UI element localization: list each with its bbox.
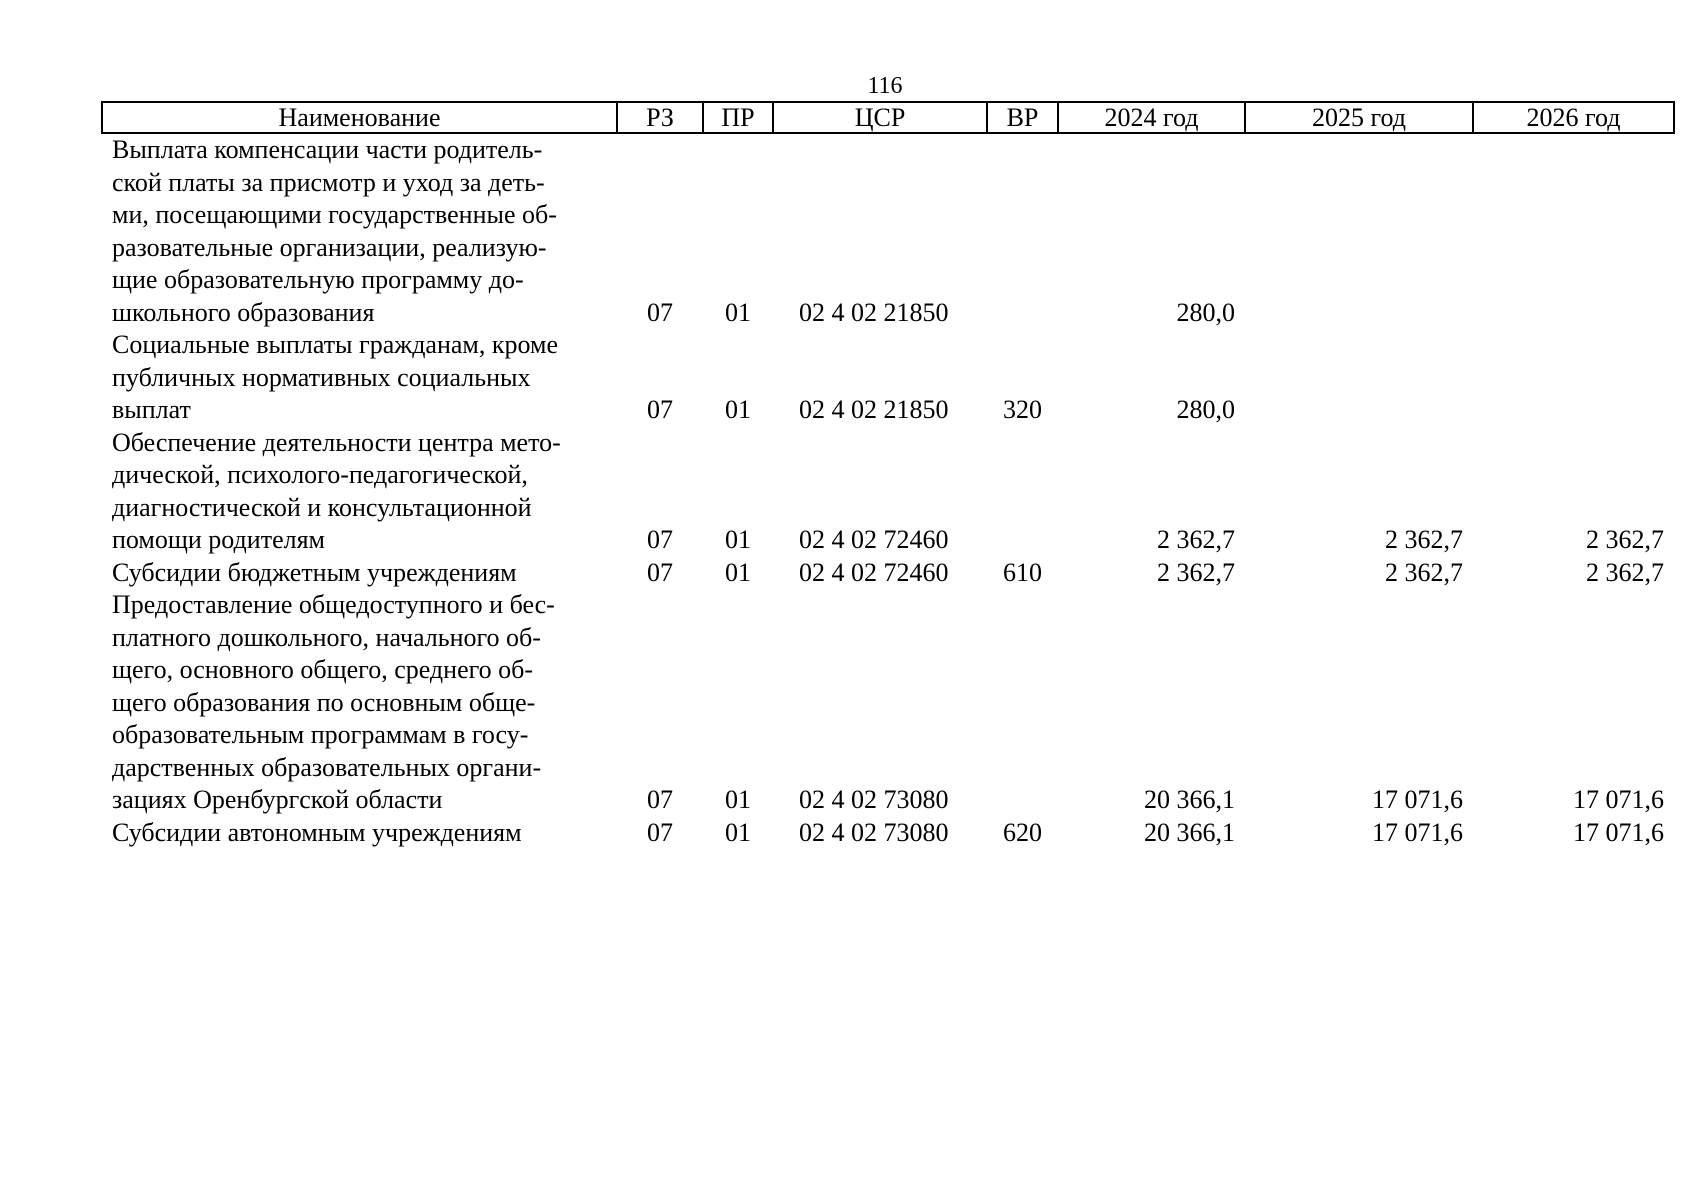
cell-pr: 01 — [725, 525, 751, 554]
column-header-name: Наименование — [102, 102, 617, 133]
table-body — [102, 133, 1674, 849]
cell-csr: 02 4 02 73080 — [799, 785, 949, 814]
column-header-vr: ВР — [987, 102, 1058, 133]
cell-rz: 07 — [647, 785, 673, 814]
cell-2024: 2 362,7 — [1157, 525, 1235, 554]
cell-vr — [987, 589, 1058, 817]
cell-2026: 17 071,6 — [1573, 817, 1664, 847]
cell-2026 — [1473, 329, 1674, 427]
cell-name-line: зациях Оренбургской области — [112, 785, 443, 814]
cell-name-line: школьного образования — [112, 297, 375, 327]
cell-2026: 17 071,6 — [1573, 785, 1664, 814]
cell-csr: 02 4 02 21850 — [799, 395, 949, 424]
cell-name-line: щего, основного общего, среднего об- — [112, 655, 534, 684]
column-header-rz: РЗ — [617, 102, 703, 133]
cell-name-line: Субсидии автономным учреждениям — [112, 817, 522, 847]
table-header-row — [102, 102, 1674, 133]
cell-2025 — [1245, 329, 1473, 427]
cell-pr: 01 — [725, 557, 751, 587]
cell-2025: 17 071,6 — [1372, 785, 1463, 814]
cell-rz: 07 — [647, 297, 673, 327]
cell-name — [102, 557, 617, 590]
table-row — [102, 589, 1674, 817]
cell-rz: 07 — [647, 525, 673, 554]
column-header-2025: 2025 год — [1245, 102, 1473, 133]
cell-rz: 07 — [647, 557, 673, 587]
cell-name-line: щие образовательную программу до- — [112, 265, 524, 294]
cell-2024: 20 366,1 — [1144, 785, 1235, 814]
cell-rz: 07 — [647, 395, 673, 424]
cell-name-line: выплат — [112, 395, 191, 424]
cell-csr: 02 4 02 72460 — [799, 525, 949, 554]
cell-name-line: Предоставление общедоступного и бес- — [112, 590, 555, 619]
cell-2026: 2 362,7 — [1586, 557, 1664, 587]
cell-pr: 01 — [725, 785, 751, 814]
cell-name-line: образовательным программам в госу- — [112, 720, 529, 749]
cell-2025 — [1245, 133, 1473, 329]
table-row — [102, 427, 1674, 557]
table-row — [102, 557, 1674, 590]
cell-name-line: ми, посещающими государственные об- — [112, 200, 557, 229]
column-header-csr: ЦСР — [773, 102, 987, 133]
budget-table — [101, 101, 1675, 849]
table-row — [102, 817, 1674, 850]
cell-name-line: Обеспечение деятельности центра мето- — [112, 427, 561, 457]
cell-2026: 2 362,7 — [1586, 525, 1664, 554]
cell-name-line: ской платы за присмотр и уход за деть- — [112, 167, 545, 197]
cell-name-line: помощи родителям — [112, 525, 325, 554]
cell-name-line: диагностической и консультационной — [112, 492, 532, 522]
table-row — [102, 329, 1674, 427]
column-header-pr: ПР — [703, 102, 773, 133]
cell-name-line: платного дошкольного, начального об- — [112, 622, 541, 652]
cell-2025: 2 362,7 — [1385, 557, 1463, 587]
cell-name — [102, 329, 617, 427]
cell-csr: 02 4 02 73080 — [799, 817, 949, 847]
cell-name-line: дарственных образовательных органи- — [112, 752, 542, 782]
cell-2024: 20 366,1 — [1144, 817, 1235, 847]
cell-2024: 2 362,7 — [1157, 557, 1235, 587]
cell-pr: 01 — [725, 297, 751, 327]
cell-name — [102, 133, 617, 329]
cell-csr: 02 4 02 72460 — [799, 557, 949, 587]
page-number: 116 — [867, 73, 903, 99]
cell-vr: 320 — [1003, 395, 1042, 424]
cell-2026 — [1473, 133, 1674, 329]
table-row — [102, 133, 1674, 329]
cell-vr: 610 — [1003, 557, 1042, 587]
cell-name-line: щего образования по основным обще- — [112, 687, 536, 717]
cell-name — [102, 427, 617, 557]
cell-name-line: дической, психолого-педагогической, — [112, 460, 528, 489]
cell-rz: 07 — [647, 817, 673, 847]
cell-2025: 2 362,7 — [1385, 525, 1463, 554]
cell-name-line: Выплата компенсации части родитель- — [112, 135, 543, 164]
cell-name-line: публичных нормативных социальных — [112, 362, 531, 392]
column-header-2024: 2024 год — [1058, 102, 1245, 133]
cell-csr: 02 4 02 21850 — [799, 297, 949, 327]
cell-vr: 620 — [1003, 817, 1042, 847]
cell-2024: 280,0 — [1176, 297, 1235, 327]
cell-vr — [987, 427, 1058, 557]
column-header-2026: 2026 год — [1473, 102, 1674, 133]
cell-name-line: Социальные выплаты гражданам, кроме — [112, 330, 558, 359]
cell-name-line: разовательные организации, реализую- — [112, 232, 547, 262]
cell-pr: 01 — [725, 817, 751, 847]
cell-name — [102, 589, 617, 817]
cell-name — [102, 817, 617, 850]
cell-pr: 01 — [725, 395, 751, 424]
cell-2024: 280,0 — [1176, 395, 1235, 424]
cell-name-line: Субсидии бюджетным учреждениям — [112, 557, 517, 587]
cell-vr — [987, 133, 1058, 329]
cell-2025: 17 071,6 — [1372, 817, 1463, 847]
